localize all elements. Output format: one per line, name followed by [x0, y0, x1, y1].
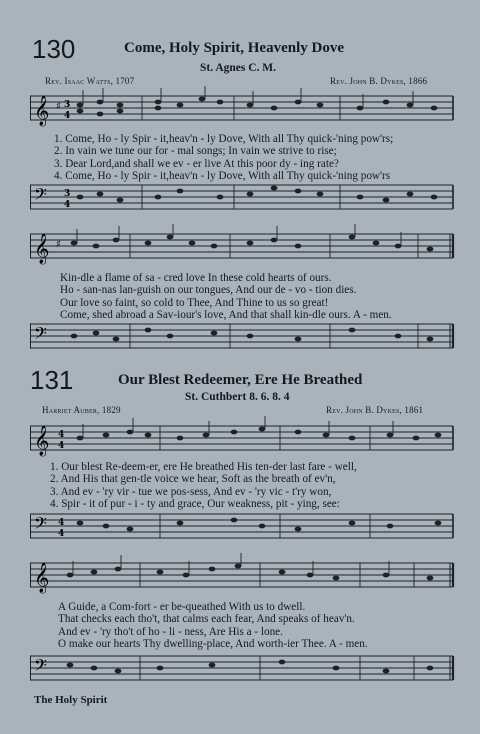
lyrics-block — [60, 272, 392, 321]
tune-name: St. Agnes C. M. — [200, 62, 277, 74]
lyric-line: And ev - 'ry tho't of ho - li - ness, Are His a - lone. — [58, 625, 283, 638]
author-credit: Rev. Isaac Watts, 1707 — [45, 76, 135, 86]
lyric-line: 1. Come, Ho - ly Spir - it,heav'n - ly Dove, With all Thy quick-'ning pow'rs; — [54, 133, 394, 145]
music-staff-bass — [30, 652, 455, 688]
music-staff-treble — [30, 224, 455, 270]
lyric-line: 2. In vain we tune our for - mal songs; In vain we strive to rise; — [54, 145, 337, 158]
svg-text:4: 4 — [58, 518, 65, 528]
music-staff-treble — [30, 86, 455, 136]
lyric-line: 2. And His that gen-tle voice we hear, Soft as the breath of ev'n, — [50, 473, 336, 486]
svg-text:𝄢: 𝄢 — [34, 655, 47, 679]
svg-text:3: 3 — [64, 189, 71, 199]
svg-text:𝄞: 𝄞 — [34, 563, 50, 593]
lyrics-block — [50, 461, 357, 510]
svg-text:𝄢: 𝄢 — [34, 323, 47, 347]
composer-credit: Rev. John B. Dykes, 1866 — [330, 76, 428, 86]
svg-text:𝄞: 𝄞 — [34, 96, 50, 126]
lyric-line: That checks each tho't, that calms each fear, And speaks of heav'n. — [58, 613, 355, 626]
svg-text:4: 4 — [58, 529, 65, 539]
svg-text:3: 3 — [64, 100, 71, 110]
author-credit: Harriet Auber, 1829 — [42, 405, 121, 415]
lyric-line: 3. Dear Lord,and shall we ev - er live At this poor dy - ing rate? — [54, 157, 339, 170]
svg-text:𝄞: 𝄞 — [34, 234, 50, 264]
lyric-line: 4. Come, Ho - ly Spir - it,heav'n - ly Dove, With all Thy quick-'ning pow'rs — [54, 169, 391, 182]
music-staff-treble — [30, 553, 455, 599]
tune-name: St. Cuthbert 8. 6. 8. 4 — [185, 391, 290, 403]
lyrics-block — [58, 601, 368, 650]
svg-text:4: 4 — [64, 111, 71, 121]
hymn-title: Come, Holy Spirit, Heavenly Dove — [124, 40, 344, 56]
lyric-line: 4. Spir - it of pur - i - ty and grace, Our weakness, pit - ying, see: — [50, 497, 340, 510]
composer-credit: Rev. John B. Dykes, 1861 — [326, 405, 424, 415]
svg-text:4: 4 — [58, 430, 65, 440]
music-staff-bass — [30, 320, 455, 356]
lyric-line: Our love so faint, so cold to Thee, And Thine to us so great! — [60, 296, 329, 309]
svg-text:4: 4 — [64, 200, 71, 210]
svg-text:4: 4 — [58, 441, 65, 451]
lyric-line: A Guide, a Com-fort - er be-queathed With us to dwell. — [58, 601, 306, 613]
music-staff-bass — [30, 510, 455, 546]
svg-text:♯: ♯ — [56, 239, 61, 250]
lyric-line: Kin-dle a flame of sa - cred love In these cold hearts of ours. — [60, 272, 332, 284]
lyric-line: Ho - san-nas lan-guish on our tongues, And our de - vo - tion dies. — [60, 284, 357, 297]
svg-text:𝄢: 𝄢 — [34, 184, 47, 208]
svg-text:♯: ♯ — [56, 101, 61, 112]
lyric-line: Come, shed abroad a Sav-iour's love, And that shall kin-dle ours. A - men. — [60, 308, 392, 321]
lyric-line: O make our hearts Thy dwelling-place, And worth-ier Thee. A - men. — [58, 637, 368, 650]
lyric-line: 1. Our blest Re-deem-er, ere He breathed His ten-der last fare - well, — [50, 461, 357, 473]
music-staff-bass — [30, 181, 455, 217]
hymn-title: Our Blest Redeemer, Ere He Breathed — [118, 372, 363, 388]
lyrics-block — [54, 133, 393, 182]
hymn-number: 131 — [30, 365, 74, 395]
lyric-line: 3. And ev - 'ry vir - tue we pos-sess, And ev - 'ry vic - t'ry won, — [50, 485, 332, 498]
hymn-number: 130 — [32, 34, 76, 64]
music-staff-treble — [30, 416, 455, 462]
svg-text:𝄞: 𝄞 — [34, 426, 50, 456]
section-footer: The Holy Spirit — [34, 694, 108, 706]
svg-text:𝄢: 𝄢 — [34, 513, 47, 537]
